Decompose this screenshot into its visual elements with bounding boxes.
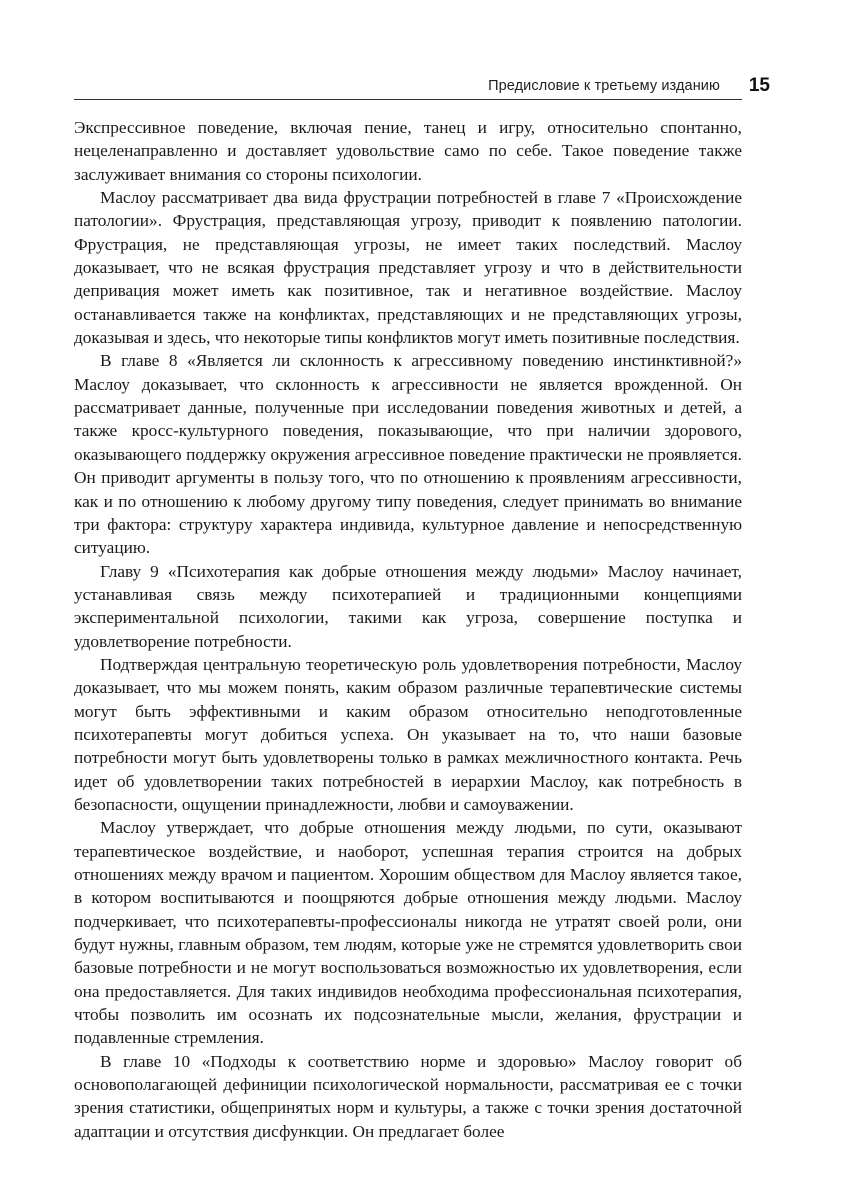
paragraph-chapter-7: Маслоу рассматривает два вида фрустрации потребностей в главе 7 «Происхождение патологии». Фрустрация, представляющая угрозу, приводит к появлению патологии. Фрустрация, не представляющая угрозы, не имеет таких последствий. Маслоу доказывает, что не всякая фрустрация представляет угрозу и что в действительности депривация может иметь как позитивное, так и негативное воздействие. Маслоу останавливается также на конфликтах, представляющих и не представляющих угрозы, доказывая и здесь, что некоторые типы конфликтов могут иметь позитивные последствия. <box>74 188 742 348</box>
running-header <box>74 70 770 100</box>
paragraph-expressive-behavior: Экспрессивное поведение, включая пение, танец и игру, относительно спонтанно, нецеленаправленно и доставляет удовольствие само по себе. Такое поведение также заслуживает внимания со стороны психологии. <box>74 118 742 184</box>
running-title: Предисловие к третьему изданию <box>488 78 720 94</box>
paragraph-need-gratification: Подтверждая центральную теоретическую роль удовлетворения потребности, Маслоу доказывает, что мы можем понять, каким образом различные терапевтические системы могут быть эффективными и каким образом относительно неподготовленные психотерапевты могут добиться успеха. Он указывает на то, что наши базовые потребности могут быть удовлетворены только в рамках межличностного контакта. Речь идет об удовлетворении таких потребностей в иерархии Маслоу, как потребность в безопасности, ощущении принадлежности, любви и самоуважении. <box>74 654 742 814</box>
paragraph-chapter-10: В главе 10 «Подходы к соответствию норме и здоровью» Маслоу говорит об основополагающей дефиниции психологической нормальности, рассматривая ее с точки зрения статистики, общепринятых норм и культуры, а также с точки зрения достаточной адаптации и отсутствия дисфункции. Он предлагает более <box>74 1051 742 1141</box>
paragraph-chapter-8: В главе 8 «Является ли склонность к агрессивному поведению инстинктивной?» Маслоу доказывает, что склонность к агрессивности не является врожденной. Он рассматривает данные, полученные при исследовании поведения животных и детей, а также кросс-культурного поведения, показывающие, что при наличии здорового, оказывающего поддержку окружения агрессивное поведение практически не проявляется. Он приводит аргументы в пользу того, что по отношению к проявлениям агрессивности, как и по отношению к любому другому типу поведения, следует принимать во внимание три фактора: структуру характера индивида, культурное давление и непосредственную ситуацию. <box>74 351 742 558</box>
page-body <box>74 116 742 1143</box>
header-rule <box>74 99 742 100</box>
page-number: 15 <box>748 75 770 96</box>
paragraph-good-relations: Маслоу утверждает, что добрые отношения между людьми, по сути, оказывают терапевтическое воздействие, и наоборот, успешная терапия строится на добрых отношениях между врачом и пациентом. Хорошим обществом для Маслоу является такое, в котором воспитываются и поощряются добрые отношения между людьми. Маслоу подчеркивает, что психотерапевты-профессионалы никогда не утратят своей роли, они будут нужны, главным образом, тем людям, которые уже не стремятся удовлетворить свои базовые потребности и не могут воспользоваться возможностью их удовлетворения, если она предоставляется. Для таких индивидов необходима профессиональная психотерапия, чтобы позволить им осознать их подсознательные мысли, желания, фрустрации и подавленные стремления. <box>74 818 742 1048</box>
paragraph-chapter-9: Главу 9 «Психотерапия как добрые отношения между людьми» Маслоу начинает, устанавливая связь между психотерапией и традиционными концепциями экспериментальной психологии, такими как угроза, совершение поступка и удовлетворение потребности. <box>74 561 742 651</box>
